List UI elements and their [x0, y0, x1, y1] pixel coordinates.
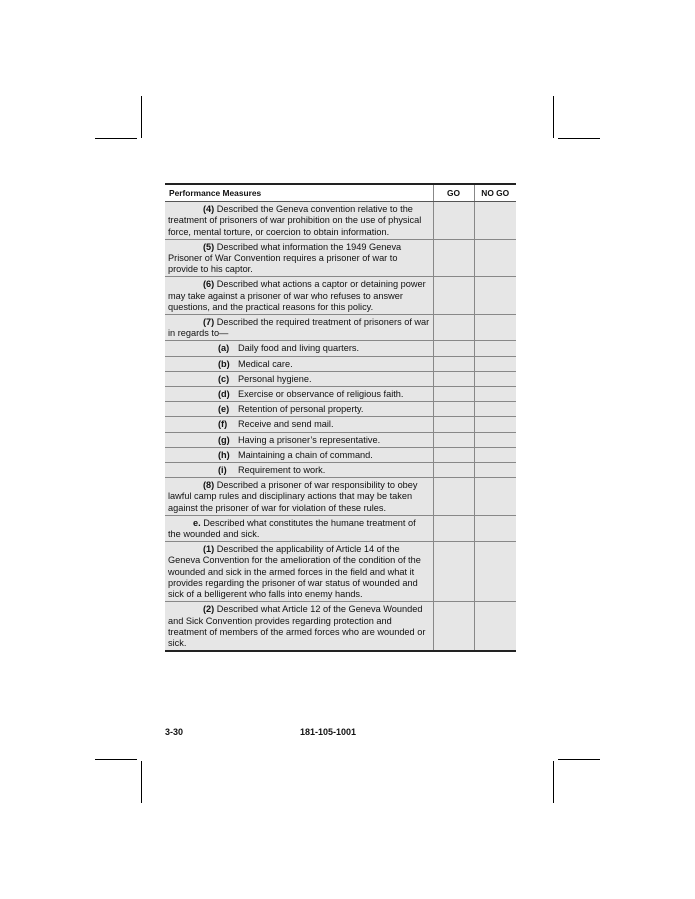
table-header-row	[165, 184, 516, 202]
measure-cell	[165, 515, 433, 541]
item-text: Described what Article 12 of the Geneva Wounded and Sick Convention provides regarding protection and treatment of members of the armed forces who are wounded or sick.	[168, 604, 426, 648]
go-cell[interactable]	[433, 402, 474, 417]
go-cell[interactable]	[433, 447, 474, 462]
nogo-cell[interactable]	[474, 463, 516, 478]
crop-mark	[553, 96, 554, 138]
performance-measures-table	[165, 183, 516, 652]
crop-mark	[95, 138, 137, 139]
item-label: (4)	[203, 204, 215, 215]
nogo-cell[interactable]	[474, 515, 516, 541]
table-row	[165, 387, 516, 402]
nogo-cell[interactable]	[474, 417, 516, 432]
header-nogo: NO GO	[474, 184, 516, 202]
table-row	[165, 478, 516, 516]
item-label: (2)	[203, 604, 215, 615]
crop-mark	[558, 759, 600, 760]
table-row	[165, 202, 516, 240]
item-text: Medical care.	[238, 358, 293, 369]
crop-mark	[95, 759, 137, 760]
item-text: Described what constitutes the humane treatment of the wounded and sick.	[168, 517, 416, 540]
table-row	[165, 277, 516, 315]
crop-mark	[553, 761, 554, 803]
header-performance-measures: Performance Measures	[165, 184, 433, 202]
nogo-cell[interactable]	[474, 478, 516, 516]
table-row	[165, 371, 516, 386]
table-row	[165, 239, 516, 277]
nogo-cell[interactable]	[474, 432, 516, 447]
go-cell[interactable]	[433, 387, 474, 402]
document-number: 181-105-1001	[300, 727, 357, 737]
measure-cell	[165, 371, 433, 386]
item-text: Receive and send mail.	[238, 419, 334, 430]
measure-cell	[165, 315, 433, 341]
go-cell[interactable]	[433, 239, 474, 277]
go-cell[interactable]	[433, 417, 474, 432]
item-text: Having a prisoner’s representative.	[238, 434, 381, 445]
nogo-cell[interactable]	[474, 602, 516, 651]
item-label: (8)	[203, 480, 215, 491]
measure-cell	[165, 202, 433, 240]
crop-mark	[141, 761, 142, 803]
item-label: (f)	[218, 419, 228, 430]
table-row	[165, 447, 516, 462]
nogo-cell[interactable]	[474, 277, 516, 315]
page-number: 3-30	[165, 727, 184, 737]
nogo-cell[interactable]	[474, 387, 516, 402]
measure-cell	[165, 602, 433, 651]
measure-cell	[165, 432, 433, 447]
nogo-cell[interactable]	[474, 202, 516, 240]
table-row	[165, 463, 516, 478]
go-cell[interactable]	[433, 356, 474, 371]
measure-cell	[165, 402, 433, 417]
go-cell[interactable]	[433, 515, 474, 541]
go-cell[interactable]	[433, 542, 474, 602]
go-cell[interactable]	[433, 478, 474, 516]
table-row	[165, 432, 516, 447]
measure-cell	[165, 463, 433, 478]
item-label: (5)	[203, 241, 215, 252]
table-row	[165, 602, 516, 651]
item-label: (c)	[218, 373, 230, 384]
item-text: Personal hygiene.	[238, 373, 312, 384]
item-label: (i)	[218, 465, 227, 476]
measure-cell	[165, 542, 433, 602]
measure-cell	[165, 417, 433, 432]
item-label: (6)	[203, 279, 215, 290]
item-label: (7)	[203, 317, 215, 328]
measure-cell	[165, 277, 433, 315]
item-label: (1)	[203, 544, 215, 555]
measure-cell	[165, 387, 433, 402]
nogo-cell[interactable]	[474, 341, 516, 356]
nogo-cell[interactable]	[474, 315, 516, 341]
measure-cell	[165, 341, 433, 356]
item-label: e.	[193, 517, 201, 528]
item-text: Described the Geneva convention relative to the treatment of prisoners of war prohibition on the use of physical force, mental torture, or coercion to obtain information.	[168, 204, 422, 237]
nogo-cell[interactable]	[474, 371, 516, 386]
item-label: (b)	[218, 358, 230, 369]
item-label: (a)	[218, 343, 230, 354]
item-text: Described what actions a captor or detaining power may take against a prisoner of war who refuses to answer questions, and the practical reasons for this policy.	[168, 279, 426, 312]
nogo-cell[interactable]	[474, 447, 516, 462]
nogo-cell[interactable]	[474, 542, 516, 602]
go-cell[interactable]	[433, 315, 474, 341]
go-cell[interactable]	[433, 432, 474, 447]
item-text: Maintaining a chain of command.	[238, 449, 373, 460]
measure-cell	[165, 239, 433, 277]
item-text: Described the applicability of Article 14 of the Geneva Convention for the amelioration of the condition of the wounded and sick in the armed forces in the field and what it provides regarding the prisoner of war status of wounded and sick of a belligerent who falls into enemy hands.	[168, 544, 421, 600]
table-row	[165, 341, 516, 356]
item-text: Daily food and living quarters.	[238, 343, 360, 354]
go-cell[interactable]	[433, 202, 474, 240]
table-row	[165, 356, 516, 371]
nogo-cell[interactable]	[474, 239, 516, 277]
item-text: Described a prisoner of war responsibility to obey lawful camp rules and disciplinary actions that may be taken against the prisoner of war for violation of these rules.	[168, 480, 418, 513]
item-text: Retention of personal property.	[238, 404, 364, 415]
item-label: (g)	[218, 434, 230, 445]
crop-mark	[141, 96, 142, 138]
measure-cell	[165, 356, 433, 371]
table-row	[165, 515, 516, 541]
measure-cell	[165, 447, 433, 462]
item-text: Described the required treatment of prisoners of war in regards to—	[168, 317, 430, 339]
item-label: (d)	[218, 389, 230, 400]
header-go: GO	[433, 184, 474, 202]
table-row	[165, 417, 516, 432]
table-row	[165, 402, 516, 417]
table-row	[165, 315, 516, 341]
crop-mark	[558, 138, 600, 139]
nogo-cell[interactable]	[474, 356, 516, 371]
measure-cell	[165, 478, 433, 516]
go-cell[interactable]	[433, 463, 474, 478]
go-cell[interactable]	[433, 277, 474, 315]
go-cell[interactable]	[433, 371, 474, 386]
item-text: Requirement to work.	[238, 465, 326, 476]
table-row	[165, 542, 516, 602]
item-label: (e)	[218, 404, 230, 415]
nogo-cell[interactable]	[474, 402, 516, 417]
item-text: Described what information the 1949 Geneva Prisoner of War Convention requires a prisoner of war to provide to his captor.	[168, 241, 402, 275]
item-label: (h)	[218, 449, 230, 460]
go-cell[interactable]	[433, 341, 474, 356]
go-cell[interactable]	[433, 602, 474, 651]
item-text: Exercise or observance of religious faith.	[238, 389, 404, 400]
